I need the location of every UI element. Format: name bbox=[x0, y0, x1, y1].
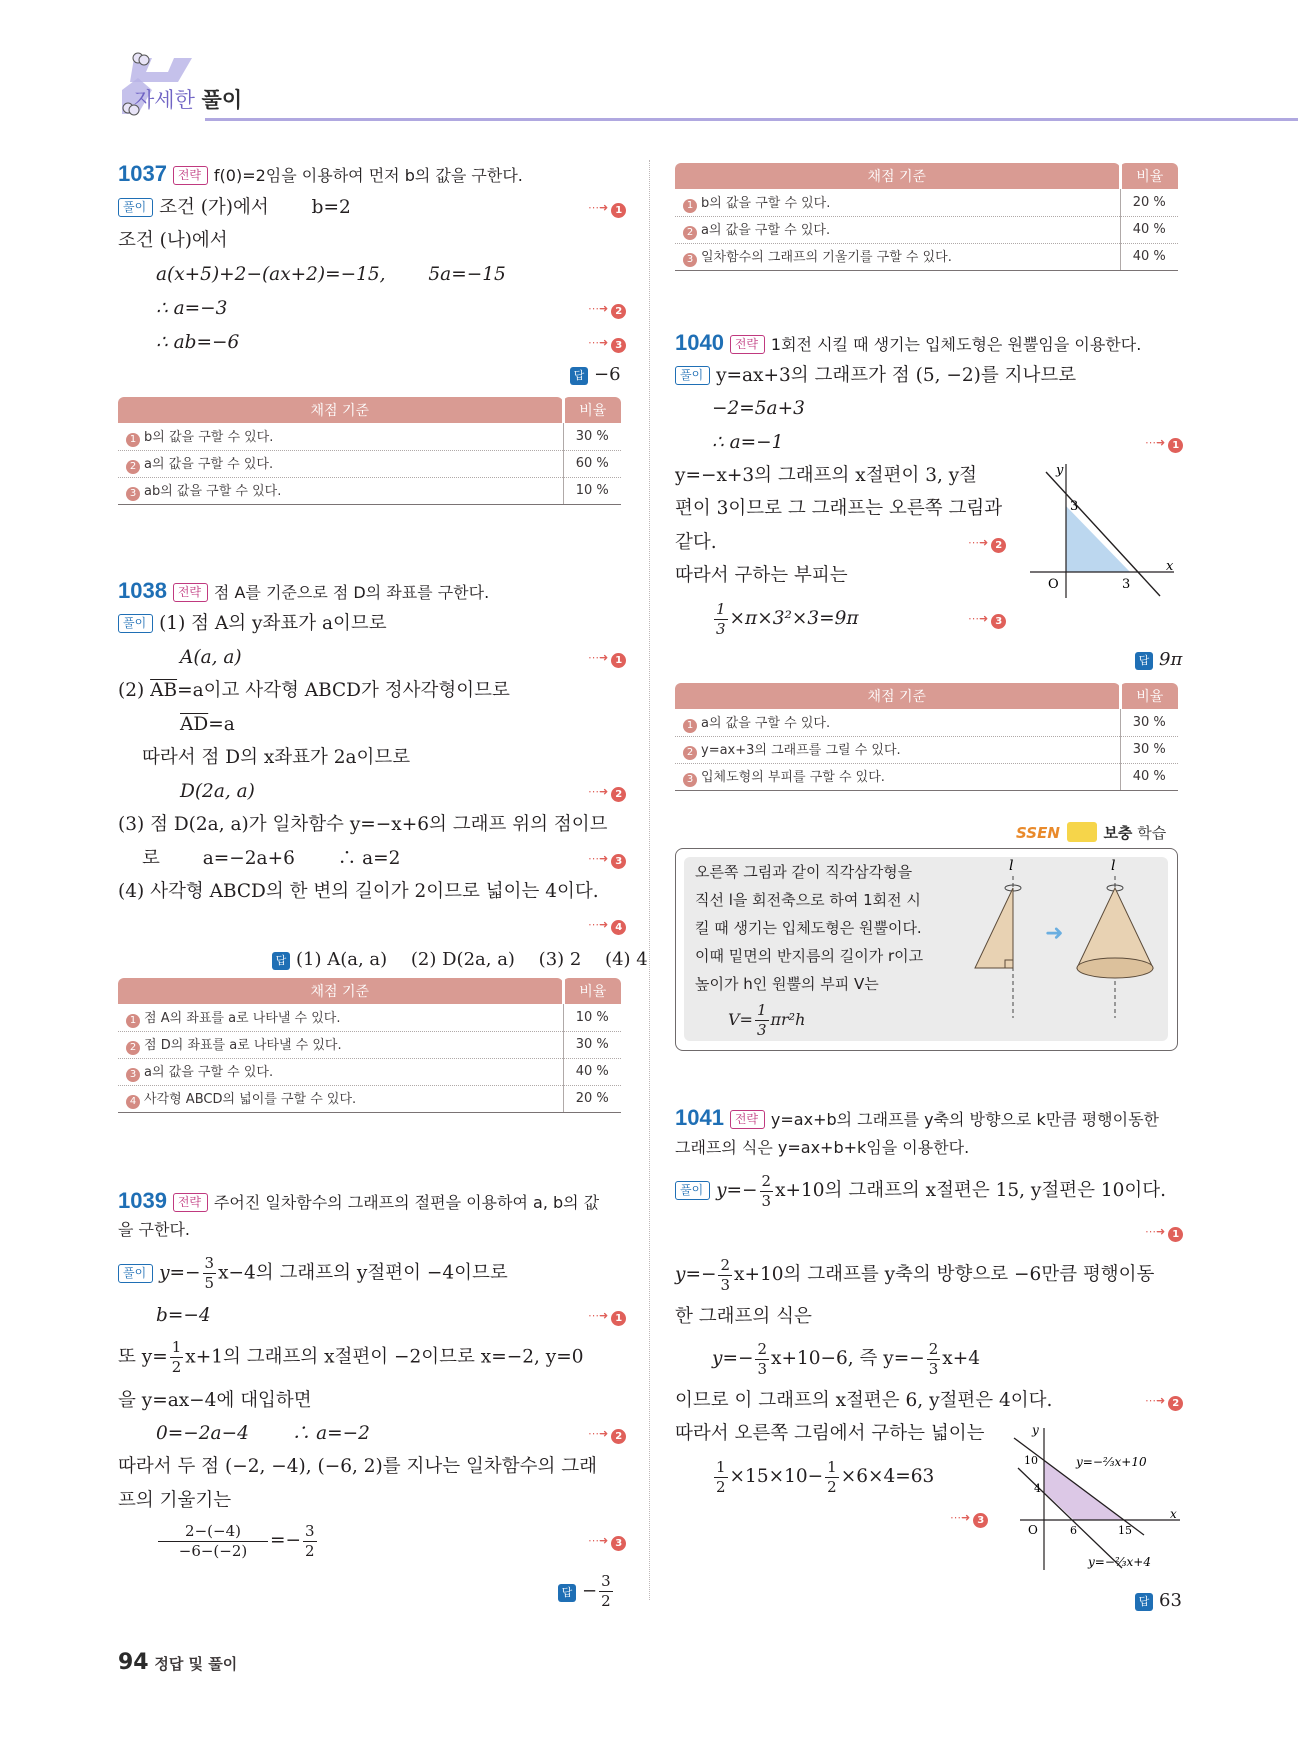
ssen-formula: V= $\frac{1}{3}$ πr²h bbox=[728, 1001, 806, 1039]
p1039-line5: 0=−2a−4 ∴ a=−2 bbox=[156, 1423, 370, 1444]
graph-1040 bbox=[1026, 458, 1182, 604]
x-intercept-label: 3 bbox=[1122, 577, 1131, 592]
step-mark-1: ⋯➜ 1 bbox=[1145, 436, 1183, 453]
cone-rotation-figure bbox=[965, 858, 1170, 1028]
step-mark-3: ⋯➜ 3 bbox=[588, 336, 626, 353]
p1039-line4: 을 y=ax−4에 대입하면 bbox=[118, 1390, 312, 1411]
p1041-line5: 이므로 이 그래프의 x절편은 6, y절편은 4이다. bbox=[675, 1390, 1053, 1411]
grading-table-1037: 채점 기준 비율 1 b의 값을 구할 수 있다. 30 % 2 a의 값을 구할 수 있다. 60 % 3 ab의 값을 구할 수 있다. 10 % bbox=[118, 397, 621, 505]
p1039-line2: b=−4 bbox=[156, 1305, 211, 1326]
p1040-line3: ∴ a=−1 bbox=[712, 432, 784, 453]
label-line-y10: y=−⅔x+10 bbox=[1076, 1455, 1147, 1469]
grading-table-1038: 채점 기준 비율 1 점 A의 좌표를 a로 나타낼 수 있다. 10 % 2 점 D의 좌표를 a로 나타낼 수 있다. 30 % 3 a의 값을 구할 수 있다. 40 % 4 사각형 ABCD의 넓이를 구할 수 있다. 20 % bbox=[118, 978, 621, 1113]
p1041-line3: 한 그래프의 식은 bbox=[675, 1306, 812, 1327]
axis-label-y: y bbox=[1056, 463, 1064, 478]
step-mark-3: ⋯➜ 3 bbox=[588, 1534, 626, 1551]
step-mark-1: ⋯➜ 1 bbox=[588, 201, 626, 218]
p1041-line2: y=− $\frac{2}{3}$ x+10의 그래프를 y축의 방향으로 −6만큼 평행이동 bbox=[675, 1255, 1155, 1294]
answer-1040: 답 9π bbox=[1135, 649, 1182, 670]
p1040-line7: 따라서 구하는 부피는 bbox=[675, 565, 848, 586]
p1040-line1: 풀이 y=ax+3의 그래프가 점 (5, −2)를 지나므로 bbox=[675, 364, 1076, 388]
graph-line bbox=[1046, 472, 1160, 596]
axis-l-label-1: l bbox=[1009, 858, 1014, 874]
answer-1037: 답 −6 bbox=[570, 364, 621, 385]
p1040-line5: 편이 3이므로 그 그래프는 오른쪽 그림과 bbox=[675, 498, 1003, 519]
step-mark-3: ⋯➜ 3 bbox=[968, 612, 1006, 629]
problem-1040-header: 1040 전략 1회전 시킬 때 생기는 입체도형은 원뿔임을 이용한다. bbox=[675, 330, 1142, 355]
step-mark-2: ⋯➜ 2 bbox=[968, 536, 1006, 553]
p1040-line8: $\frac{1}{3}$ ×π×3²×3=9π bbox=[716, 599, 859, 638]
p1038-line6: D(2a, a) bbox=[180, 781, 255, 802]
p1038-line7: (3) 점 D(2a, a)가 일차함수 y=−x+6의 그래프 위의 점이므 bbox=[118, 814, 608, 835]
p1041-line7: $\frac{1}{2}$ ×15×10− $\frac{1}{2}$ ×6×4=63 bbox=[716, 1457, 935, 1496]
grading-table-1040: 채점 기준 비율 1 a의 값을 구할 수 있다. 30 % 2 y=ax+3의 그래프를 그릴 수 있다. 30 % 3 입체도형의 부피를 구할 수 있다. 40 % bbox=[675, 683, 1178, 791]
tick-6: 6 bbox=[1070, 1524, 1077, 1537]
p1040-line2: −2=5a+3 bbox=[712, 398, 805, 419]
problem-1041-header: 1041 전략 y=ax+b의 그래프를 y축의 방향으로 k만큼 평행이동한 bbox=[675, 1105, 1160, 1130]
p1038-line1: 풀이 (1) 점 A의 y좌표가 a이므로 bbox=[118, 612, 387, 636]
footer-label: 정답 및 풀이 bbox=[154, 1655, 238, 1673]
p1040-line4: y=−x+3의 그래프의 x절편이 3, y절 bbox=[675, 465, 978, 486]
axis-label-y: y bbox=[1032, 1423, 1039, 1437]
problem-1038-header: 1038 전략 점 A를 기준으로 점 D의 좌표를 구한다. bbox=[118, 578, 490, 603]
p1039-line8: $\frac{2-(-4)}{-6-(-2)}$ =− $\frac{3}{2}$ bbox=[156, 1516, 319, 1566]
answer-1038: 답 (1) A(a, a) (2) D(2a, a) (3) 2 (4) 4 bbox=[272, 945, 648, 971]
step-mark-2: ⋯➜ 2 bbox=[588, 785, 626, 802]
p1041-line6: 따라서 오른쪽 그림에서 구하는 넓이는 bbox=[675, 1423, 985, 1444]
p1039-line3: 또 y= $\frac{1}{2}$ x+1의 그래프의 x절편이 −2이므로 x=−2, y=0 bbox=[118, 1338, 584, 1376]
notebook-pencil-icon bbox=[1067, 822, 1097, 842]
step-mark-2: ⋯➜ 2 bbox=[588, 1427, 626, 1444]
right-triangle bbox=[975, 888, 1013, 968]
p1039-line1: 풀이 y=− $\frac{3}{5}$ x−4의 그래프의 y절편이 −4이므로 bbox=[118, 1256, 508, 1291]
p1041-line4: y=− $\frac{2}{3}$ x+10−6, 즉 y=− $\frac{2}{3}$ x+4 bbox=[712, 1339, 980, 1378]
axis-label-x: x bbox=[1170, 1507, 1177, 1521]
problem-1037-header: 1037 전략 f(0)=2임을 이용하여 먼저 b의 값을 구한다. bbox=[118, 161, 523, 186]
p1037-line5: ∴ ab=−6 bbox=[156, 332, 240, 353]
header-rule bbox=[205, 118, 1298, 121]
page-number: 94 bbox=[118, 1650, 149, 1675]
p1038-line4: $\overline{AD}=a$ bbox=[180, 714, 235, 735]
step-mark-3: ⋯➜ 3 bbox=[950, 1511, 988, 1528]
ssen-label: SSEN 보충 학습 bbox=[1016, 824, 1167, 842]
step-mark-2: ⋯➜ 2 bbox=[1145, 1394, 1183, 1411]
step-mark-1: ⋯➜ 1 bbox=[1145, 1225, 1183, 1242]
p1039-line7: 프의 기울기는 bbox=[118, 1490, 232, 1511]
tick-10: 10 bbox=[1024, 1454, 1038, 1467]
column-divider bbox=[649, 160, 650, 1600]
label-line-y4: y=−⅔x+4 bbox=[1088, 1555, 1151, 1569]
step-mark-2: ⋯➜ 2 bbox=[588, 302, 626, 319]
p1038-line5: 따라서 점 D의 x좌표가 2a이므로 bbox=[142, 747, 411, 768]
p1038-line3: (2) $\overline{AB}=a$이고 사각형 ABCD가 정사각형이므로 bbox=[118, 680, 510, 701]
origin-label: O bbox=[1048, 577, 1059, 592]
p1040-line6: 같다. bbox=[675, 532, 717, 553]
cone bbox=[1077, 888, 1153, 968]
p1039-strategy-cont: 을 구한다. bbox=[118, 1220, 190, 1239]
tick-15: 15 bbox=[1118, 1524, 1132, 1537]
p1039-line6: 따라서 두 점 (−2, −4), (−6, 2)를 지나는 일차함수의 그래 bbox=[118, 1456, 597, 1477]
p1041-line1: 풀이 y=− $\frac{2}{3}$ x+10의 그래프의 x절편은 15, y절편은 10이다. bbox=[675, 1172, 1166, 1210]
p1038-line9: (4) 사각형 ABCD의 한 변의 길이가 2이므로 넓이는 4이다. bbox=[118, 881, 599, 902]
p1037-line4: ∴ a=−3 bbox=[156, 298, 228, 319]
step-mark-1: ⋯➜ 1 bbox=[588, 651, 626, 668]
y-intercept-label: 3 bbox=[1070, 499, 1079, 514]
step-mark-3: ⋯➜ 3 bbox=[588, 852, 626, 869]
ssen-text: 오른쪽 그림과 같이 직각삼각형을 직선 l을 회전축으로 하여 1회전 시 킬 때 생기는 입체도형은 원뿔이다. 이때 밑면의 반지름의 길이가 r이고 높이가 h인 원뿔의 부피 V는 bbox=[695, 863, 924, 993]
page-title: 자세한 풀이 bbox=[134, 88, 243, 112]
p1038-line2: A(a, a) bbox=[180, 647, 242, 668]
p1038-line8: 로 a=−2a+6 ∴ a=2 bbox=[142, 848, 401, 869]
axis-label-x: x bbox=[1166, 559, 1174, 574]
answer-1039: 답 − $\frac{3}{2}$ bbox=[558, 1574, 615, 1609]
p1037-line3: a(x+5)+2−(ax+2)=−15, 5a=−15 bbox=[156, 264, 506, 285]
step-mark-4: ⋯➜ 4 bbox=[588, 918, 626, 935]
page-footer bbox=[118, 1650, 237, 1675]
origin-label: O bbox=[1028, 1523, 1038, 1537]
axis-l-label-2: l bbox=[1111, 858, 1116, 874]
answer-1041: 답 63 bbox=[1135, 1590, 1182, 1611]
grading-table-1039: 채점 기준 비율 1 b의 값을 구할 수 있다. 20 % 2 a의 값을 구할 수 있다. 40 % 3 일차함수의 그래프의 기울기를 구할 수 있다. 40 % bbox=[675, 163, 1178, 271]
tick-4: 4 bbox=[1034, 1482, 1041, 1495]
p1037-line1: 풀이 조건 (가)에서 b=2 bbox=[118, 196, 351, 220]
graph-1041 bbox=[1010, 1420, 1185, 1575]
p1041-strategy-cont: 그래프의 식은 y=ax+b+k임을 이용한다. bbox=[675, 1138, 970, 1157]
arrow-right-icon: ➜ bbox=[1045, 921, 1064, 946]
p1037-line2: 조건 (나)에서 bbox=[118, 230, 228, 251]
step-mark-1: ⋯➜ 1 bbox=[588, 1309, 626, 1326]
shaded-triangle bbox=[1066, 506, 1130, 572]
problem-1039-header: 1039 전략 주어진 일차함수의 그래프의 절편을 이용하여 a, b의 값 bbox=[118, 1188, 600, 1213]
